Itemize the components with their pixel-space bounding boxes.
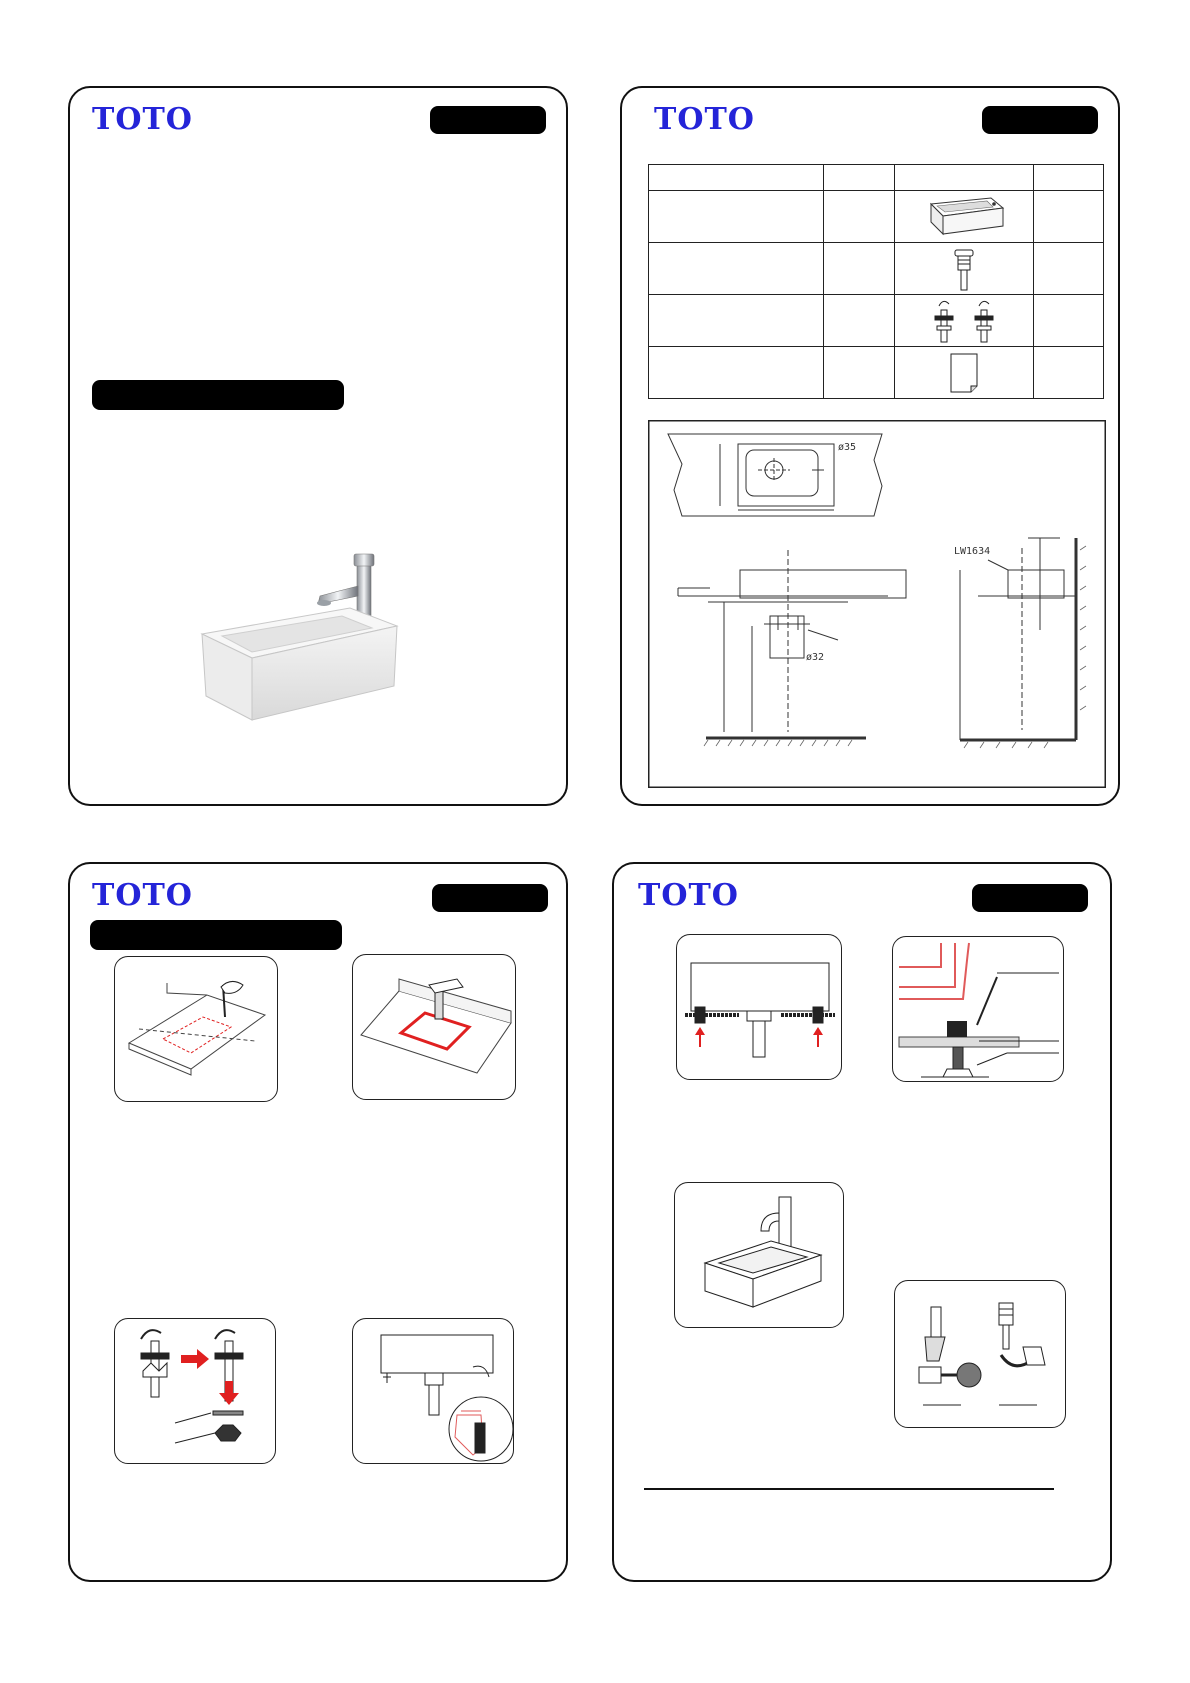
- table-cell: [1033, 347, 1103, 399]
- table-cell: [894, 347, 1033, 399]
- table-cell: [1033, 191, 1103, 243]
- page-label-pill: [430, 106, 546, 134]
- brand-logo: TOTO: [92, 102, 193, 137]
- hole-diameter-label: ø35: [838, 442, 857, 453]
- brand-logo: TOTO: [92, 878, 193, 913]
- page-label-pill: [982, 106, 1098, 134]
- red-arrow-icon: [181, 1349, 209, 1369]
- product-photo-basin-with-faucet: [182, 548, 432, 738]
- page-label-pill: [972, 884, 1088, 912]
- step-completed-basin: [674, 1182, 844, 1328]
- section-heading-pill: [92, 380, 344, 410]
- table-cell: [649, 191, 824, 243]
- table-cell: [1033, 243, 1103, 295]
- red-arrow-icon: [695, 1027, 705, 1047]
- footer-divider: [644, 1488, 1054, 1490]
- table-header-cell: [894, 165, 1033, 191]
- model-number-label: LW1634: [954, 546, 991, 557]
- step-connect-drain: [894, 1280, 1066, 1428]
- step-fix-basin: [352, 1318, 514, 1464]
- table-cell: [649, 295, 824, 347]
- red-arrow-icon: [813, 1027, 823, 1047]
- manual-icon: [895, 348, 1033, 398]
- table-cell: [824, 347, 894, 399]
- table-cell: [894, 295, 1033, 347]
- drain-icon: [895, 244, 1033, 294]
- section-heading-pill: [90, 920, 342, 950]
- table-header-cell: [1033, 165, 1103, 191]
- table-cell: [1033, 295, 1103, 347]
- table-cell: [649, 347, 824, 399]
- basin-icon: [895, 192, 1033, 242]
- brand-logo: TOTO: [638, 878, 739, 913]
- step-mark-cutout: [114, 956, 278, 1102]
- panel-cover: [68, 86, 568, 806]
- dimension-drawing: [648, 420, 1106, 788]
- panel-parts-dimensions: [620, 86, 1120, 806]
- table-cell: [894, 191, 1033, 243]
- drain-diameter-label: ø32: [806, 652, 825, 663]
- table-cell: [894, 243, 1033, 295]
- panel-installation-steps: [68, 862, 568, 1582]
- red-arrow-icon: [219, 1381, 239, 1405]
- step-detail-section: [892, 936, 1064, 1082]
- step-tighten-bolts: [676, 934, 842, 1080]
- table-cell: [824, 295, 894, 347]
- step-assemble-bolt: [114, 1318, 276, 1464]
- fixing-bolt-icon: [895, 296, 1033, 346]
- table-cell: [824, 191, 894, 243]
- table-cell: [824, 243, 894, 295]
- table-header-cell: [824, 165, 894, 191]
- step-cut-opening: [352, 954, 516, 1100]
- panel-finishing: [612, 862, 1112, 1582]
- parts-list-table: [648, 164, 1104, 399]
- table-header-cell: [649, 165, 824, 191]
- page-label-pill: [432, 884, 548, 912]
- brand-logo: TOTO: [654, 102, 755, 137]
- table-cell: [649, 243, 824, 295]
